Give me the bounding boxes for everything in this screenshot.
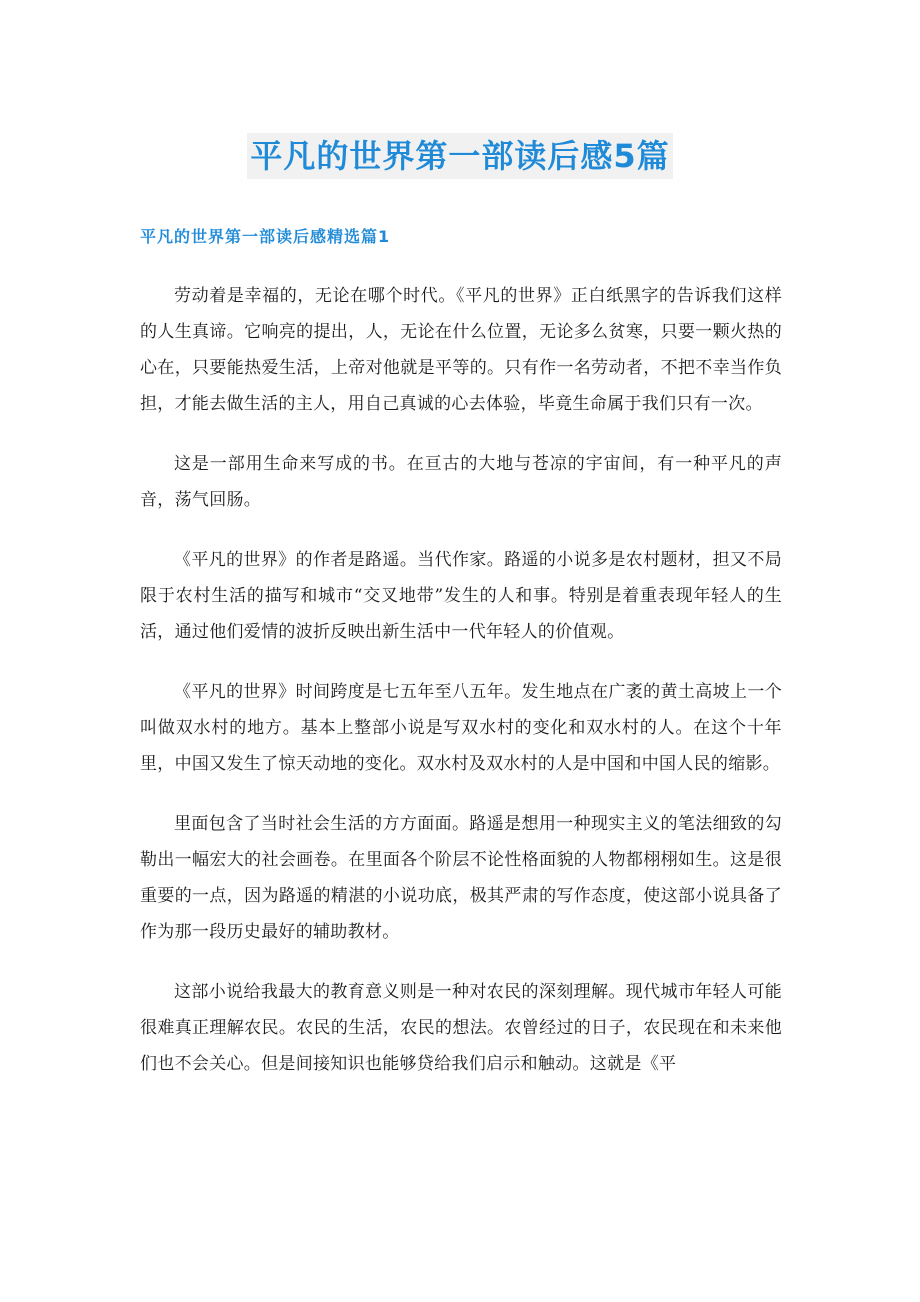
page-title: 平凡的世界第一部读后感5篇 <box>247 133 672 179</box>
paragraph-2: 这是一部用生命来写成的书。在亘古的大地与苍凉的宇宙间，有一种平凡的声音，荡气回肠。 <box>140 454 782 510</box>
paragraph-1: 劳动着是幸福的，无论在哪个时代。《平凡的世界》正白纸黑字的告诉我们这样的人生真谛。它响亮的提出，人，无论在什么位置，无论多么贫寒，只要一颗火热的心在，只要能热爱生活，上帝对他就是平等的。只有作一名劳动者，不把不幸当作负担，才能去做生活的主人，用自己真诚的心去体验，毕竟生命属于我们只有一次。 <box>140 286 782 414</box>
paragraph-6: 这部小说给我最大的教育意义则是一种对农民的深刻理解。现代城市年轻人可能很难真正理解农民。农民的生活，农民的想法。农曾经过的日子，农民现在和未来他们也不会关心。但是间接知识也能够贷给我们启示和触动。这就是《平 <box>140 982 782 1074</box>
paragraph-5: 里面包含了当时社会生活的方方面面。路遥是想用一种现实主义的笔法细致的勾勒出一幅宏大的社会画卷。在里面各个阶层不论性格面貌的人物都栩栩如生。这是很重要的一点，因为路遥的精湛的小说功底，极其严肃的写作态度，使这部小说具备了作为那一段历史最好的辅助教材。 <box>140 814 782 942</box>
paragraph-3: 《平凡的世界》的作者是路遥。当代作家。路遥的小说多是农村题材，担又不局限于农村生活的描写和城市“交叉地带”发生的人和事。特别是着重表现年轻人的生活，通过他们爱情的波折反映出新生活中一代年轻人的价值观。 <box>140 550 782 642</box>
article-body <box>140 278 782 1106</box>
section-heading: 平凡的世界第一部读后感精选篇1 <box>140 227 391 246</box>
title-wrapper <box>0 133 920 179</box>
paragraph-4: 《平凡的世界》时间跨度是七五年至八五年。发生地点在广袤的黄土高坡上一个叫做双水村的地方。基本上整部小说是写双水村的变化和双水村的人。在这个十年里，中国又发生了惊天动地的变化。双水村及双水村的人是中国和中国人民的缩影。 <box>140 682 782 774</box>
